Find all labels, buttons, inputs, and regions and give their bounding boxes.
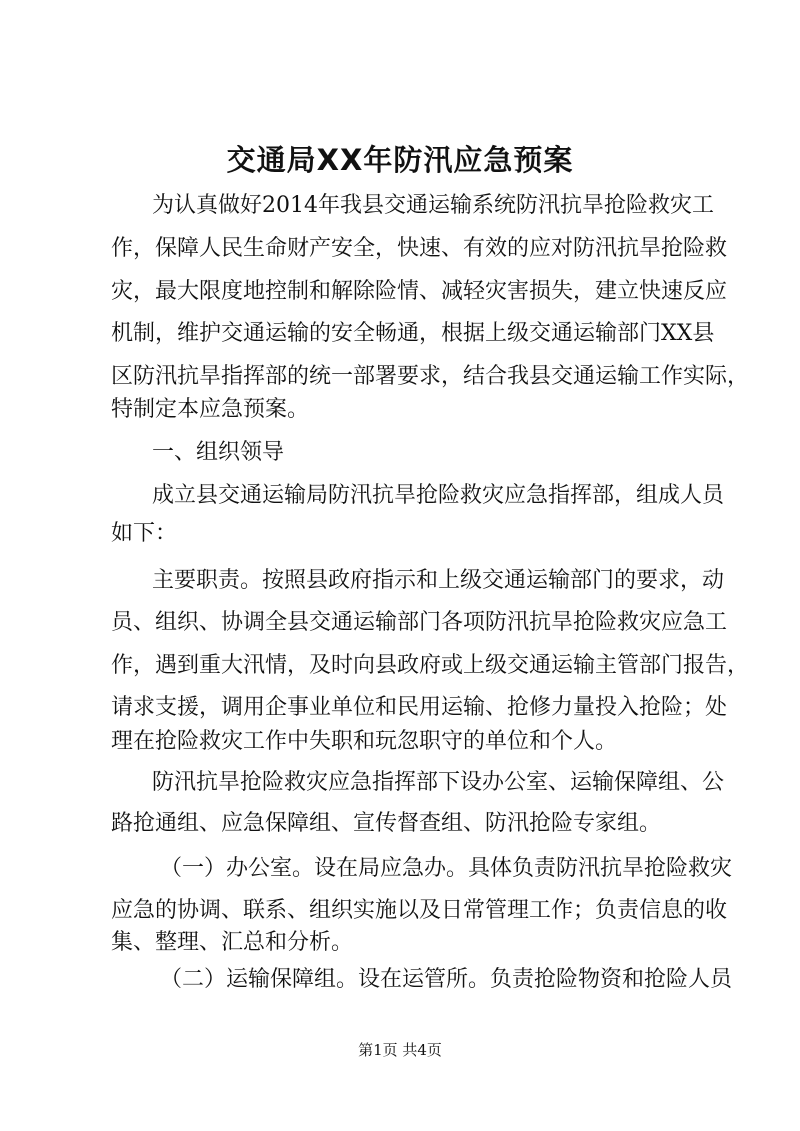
body-line: 员、组织、协调全县交通运输部门各项防汛抗旱抢险救灾应急工 xyxy=(111,610,728,635)
body-line: 主要职责。按照县政府指示和上级交通运输部门的要求，动 xyxy=(152,568,725,593)
body-line: 作，保障人民生命财产安全，快速、有效的应对防汛抗旱抢险救 xyxy=(111,236,728,261)
body-line: 防汛抗旱抢险救灾应急指挥部下设办公室、运输保障组、公 xyxy=(152,770,725,795)
body-line: 区防汛抗旱指挥部的统一部署要求，结合我县交通运输工作实际， xyxy=(111,364,750,389)
body-line: 成立县交通运输局防汛抗旱抢险救灾应急指挥部，组成人员 xyxy=(152,483,725,508)
body-line: 特制定本应急预案。 xyxy=(111,397,310,422)
page-number-footer: 第1页 共4页 xyxy=(358,1041,442,1059)
body-line: 集、整理、汇总和分析。 xyxy=(111,930,354,955)
body-line: 理在抢险救灾工作中失职和玩忽职守的单位和个人。 xyxy=(111,729,618,754)
body-line: 作，遇到重大汛情，及时向县政府或上级交通运输主管部门报告， xyxy=(111,653,750,678)
body-line: （一）办公室。设在局应急办。具体负责防汛抗旱抢险救灾 xyxy=(160,856,733,881)
body-line: 灾，最大限度地控制和解除险情、减轻灾害损失，建立快速反应 xyxy=(111,279,728,304)
section-heading: 一、组织领导 xyxy=(152,440,285,465)
body-line: （二）运输保障组。设在运管所。负责抢险物资和抢险人员 xyxy=(160,967,733,992)
body-line: 为认真做好2014年我县交通运输系统防汛抗旱抢险救灾工 xyxy=(152,193,714,218)
body-line: 如下： xyxy=(111,521,178,546)
body-line: 机制，维护交通运输的安全畅通，根据上级交通运输部门XX县 xyxy=(111,321,715,346)
body-line: 路抢通组、应急保障组、宣传督查组、防汛抢险专家组。 xyxy=(111,811,662,836)
document-title: 交通局XX年防汛应急预案 xyxy=(226,143,574,177)
body-line: 请求支援，调用企事业单位和民用运输、抢修力量投入抢险；处 xyxy=(111,695,728,720)
body-line: 应急的协调、联系、组织实施以及日常管理工作；负责信息的收 xyxy=(111,898,728,923)
